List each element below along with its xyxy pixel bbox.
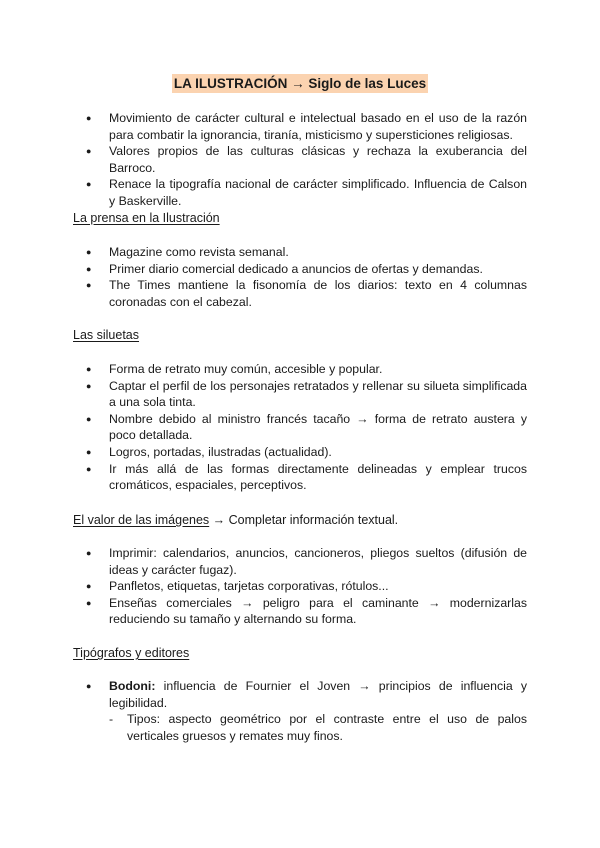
list-item: ● Logros, portadas, ilustradas (actualidad). xyxy=(73,444,527,461)
list-item: ● Captar el perfil de los personajes retratados y rellenar su silueta simplificada a una sola tinta. xyxy=(73,378,527,411)
list-item: ● The Times mantiene la fisonomía de los diarios: texto en 4 columnas coronadas con el cabezal. xyxy=(73,277,527,310)
heading-suffix: → Completar información textual. xyxy=(209,513,399,527)
list-item xyxy=(73,678,527,744)
list-item: ● Valores propios de las culturas clásicas y rechaza la exuberancia del Barroco. xyxy=(73,143,527,176)
heading-text: Tipógrafos y editores xyxy=(73,646,190,660)
page-title: LA ILUSTRACIÓN → Siglo de las Luces xyxy=(173,76,427,91)
title-container xyxy=(0,74,600,93)
heading-text: El valor de las imágenes xyxy=(73,513,210,527)
siluetas-list xyxy=(73,361,527,494)
list-item: ● Panfletos, etiquetas, tarjetas corporativas, rótulos... xyxy=(73,578,527,595)
intro-list xyxy=(73,110,527,210)
section-heading-imagenes xyxy=(73,512,398,528)
sub-list-item: - Tipos: aspecto geométrico por el contraste entre el uso de palos verticales gruesos y remates muy finos. xyxy=(109,711,527,744)
list-item: ● Primer diario comercial dedicado a anuncios de ofertas y demandas. xyxy=(73,261,527,278)
list-item: ● Forma de retrato muy común, accesible y popular. xyxy=(73,361,527,378)
prensa-list xyxy=(73,244,527,310)
sub-list xyxy=(109,711,527,744)
heading-text: Las siluetas xyxy=(73,328,140,342)
section-heading-siluetas xyxy=(73,327,139,343)
section-heading-tipografos xyxy=(73,645,189,661)
list-item: ● Imprimir: calendarios, anuncios, cancioneros, pliegos sueltos (difusión de ideas y carácter fugaz). xyxy=(73,545,527,578)
item-text: influencia de Fournier el Joven → principios de influencia y legibilidad. xyxy=(109,679,527,710)
list-item: ● Nombre debido al ministro francés tacaño → forma de retrato austera y poco detallada. xyxy=(73,411,527,444)
list-item: ● Movimiento de carácter cultural e intelectual basado en el uso de la razón para combatir la ignorancia, tiranía, misticismo y supersticiones religiosas. xyxy=(73,110,527,143)
list-item: ● Renace la tipografía nacional de carácter simplificado. Influencia de Calson y Baskerville. xyxy=(73,176,527,209)
heading-text: La prensa en la Ilustración xyxy=(73,211,220,225)
item-bold-label: Bodoni: xyxy=(109,679,156,693)
list-item: ● Ir más allá de las formas directamente delineadas y emplear trucos cromáticos, espaciales, perceptivos. xyxy=(73,461,527,494)
section-heading-prensa xyxy=(73,210,220,226)
list-item: ● Magazine como revista semanal. xyxy=(73,244,527,261)
tipografos-list xyxy=(73,678,527,744)
imagenes-list xyxy=(73,545,527,628)
list-item: ● Enseñas comerciales → peligro para el caminante → modernizarlas reduciendo su tamaño y alternando su forma. xyxy=(73,595,527,628)
